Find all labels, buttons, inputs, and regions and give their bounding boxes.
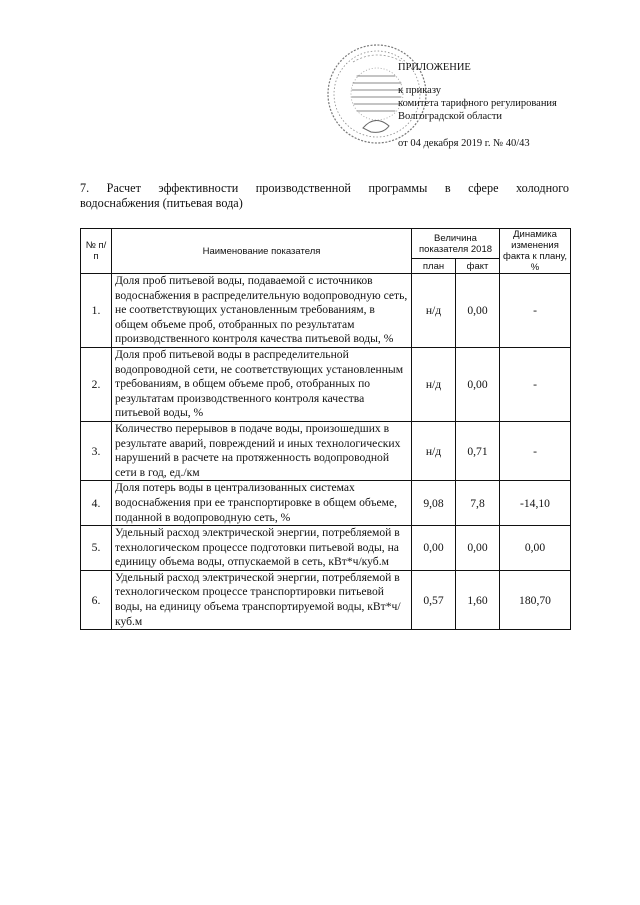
row-plan: 0,57: [412, 570, 456, 629]
row-fact: 0,00: [456, 274, 500, 348]
section-heading-line: 7. Расчет эффективности производственной программы в сфере холодного: [80, 181, 569, 195]
row-indicator: Доля проб питьевой воды в распределительной водопроводной сети, не соответствующих установленным требованиям, в общем объеме проб, отобранных по результатам производственного контроля качества питьевой воды, %: [112, 347, 412, 421]
row-plan: н/д: [412, 347, 456, 421]
row-fact: 0,00: [456, 347, 500, 421]
appendix-line: к приказу: [398, 85, 441, 96]
table-row: [81, 274, 571, 348]
appendix-line: комитета тарифного регулирования: [398, 98, 557, 109]
row-plan: н/д: [412, 274, 456, 348]
row-plan: н/д: [412, 421, 456, 480]
row-number: 5.: [81, 526, 112, 571]
row-indicator: Доля проб питьевой воды, подаваемой с источников водоснабжения в распределительную водопроводную сеть, не соответствующих установленным требованиям, в общем объеме проб, отобранных по результатам производственного контроля качества питьевой воды, %: [112, 274, 412, 348]
row-fact: 1,60: [456, 570, 500, 629]
row-plan: 9,08: [412, 481, 456, 526]
header-value: Величина показателя 2018: [412, 229, 500, 259]
row-plan: 0,00: [412, 526, 456, 571]
row-indicator: Удельный расход электрической энергии, потребляемой в технологическом процессе транспортировки питьевой воды, на единицу объема транспортируемой воды, кВт*ч/куб.м: [112, 570, 412, 629]
row-indicator: Доля потерь воды в централизованных системах водоснабжения при ее транспортировке в общем объеме, поданной в водопроводную сеть, %: [112, 481, 412, 526]
row-dynamics: -: [500, 347, 571, 421]
row-fact: 0,71: [456, 421, 500, 480]
row-dynamics: -: [500, 274, 571, 348]
table-row: [81, 526, 571, 571]
table-row: [81, 421, 571, 480]
header-no: № п/п: [81, 229, 112, 274]
row-fact: 7,8: [456, 481, 500, 526]
header-dynamics: Динамика изменения факта к плану, %: [500, 229, 571, 274]
header-fact: факт: [456, 259, 500, 274]
row-dynamics: 0,00: [500, 526, 571, 571]
row-number: 4.: [81, 481, 112, 526]
row-dynamics: 180,70: [500, 570, 571, 629]
row-number: 3.: [81, 421, 112, 480]
section-heading-line: водоснабжения (питьевая вода): [80, 196, 243, 210]
table-row: [81, 570, 571, 629]
header-plan: план: [412, 259, 456, 274]
row-number: 2.: [81, 347, 112, 421]
row-indicator: Удельный расход электрической энергии, потребляемой в технологическом процессе подготовки питьевой воды, на единицу объема воды, отпускаемой в сеть, кВт*ч/куб.м: [112, 526, 412, 571]
header-name: Наименование показателя: [112, 229, 412, 274]
section-heading: [80, 181, 569, 211]
row-number: 1.: [81, 274, 112, 348]
row-dynamics: -14,10: [500, 481, 571, 526]
appendix-block: [398, 61, 628, 150]
row-dynamics: -: [500, 421, 571, 480]
indicators-table: [80, 228, 571, 630]
row-indicator: Количество перерывов в подаче воды, произошедших в результате аварий, повреждений и иных технологических нарушений в расчете на протяженность водопроводной сети в год, ед./км: [112, 421, 412, 480]
appendix-title: ПРИЛОЖЕНИЕ: [398, 62, 471, 73]
row-fact: 0,00: [456, 526, 500, 571]
appendix-date: от 04 декабря 2019 г. № 40/43: [398, 138, 530, 149]
row-number: 6.: [81, 570, 112, 629]
table-row: [81, 481, 571, 526]
appendix-line: Волгоградской области: [398, 111, 503, 122]
table-row: [81, 347, 571, 421]
